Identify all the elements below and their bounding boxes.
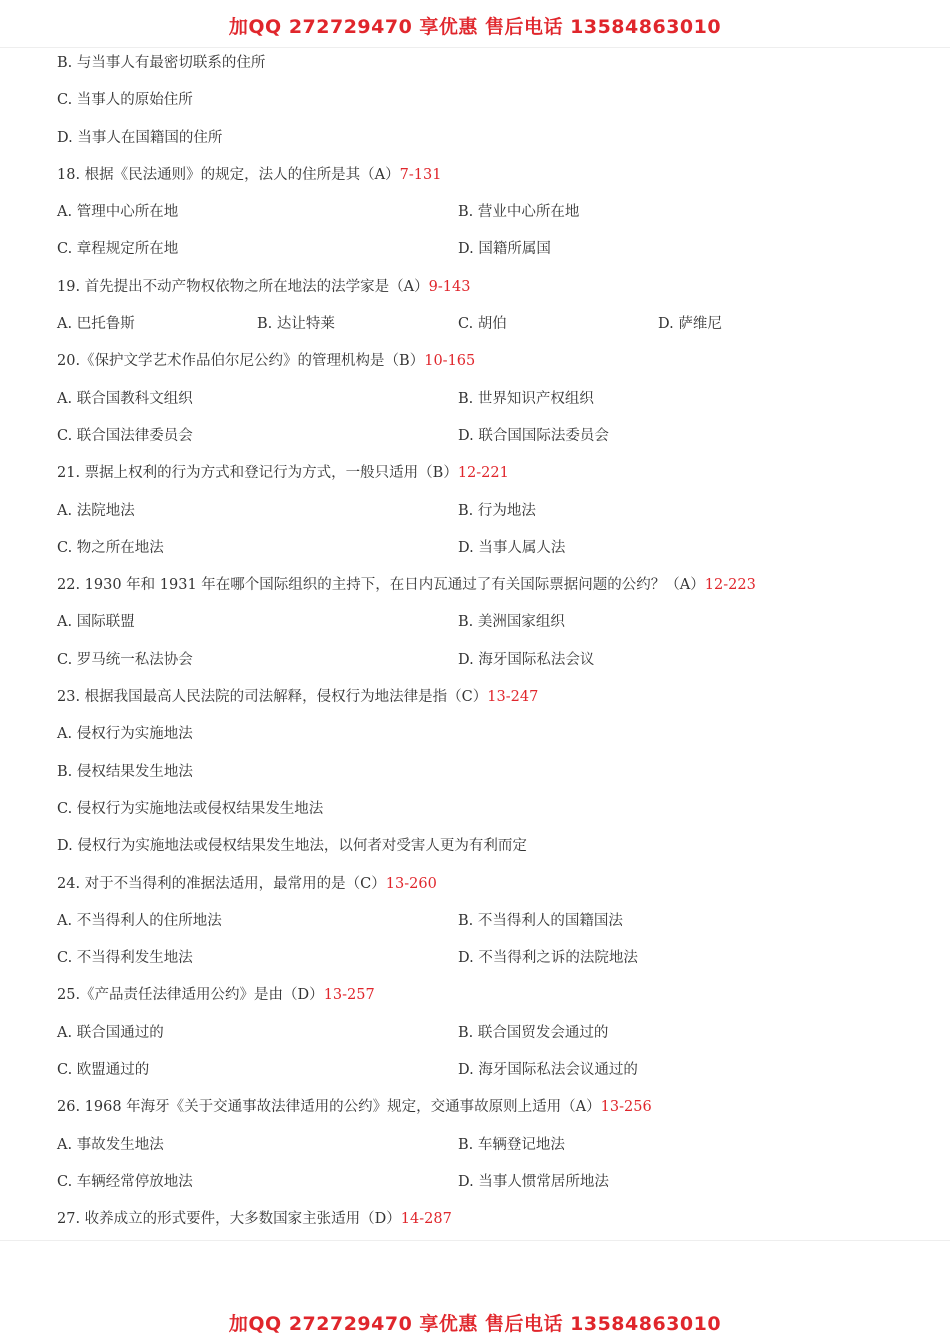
question-text: 27. 收养成立的形式要件，大多数国家主张适用（D） [57,1211,401,1228]
option-row [57,51,907,88]
page-reference: 13-247 [487,689,539,706]
page-reference: 10-165 [424,353,476,370]
page-reference: 12-221 [457,465,509,482]
option-b: B. 美洲国家组织 [458,614,565,631]
option-b: B. 营业中心所在地 [458,204,580,221]
option-c: C. 联合国法律委员会 [57,427,193,444]
page-reference: 13-260 [385,875,437,892]
option-row [57,1170,907,1207]
question-text: 22. 1930 年和 1931 年在哪个国际组织的主持下，在日内瓦通过了有关国际票据问题的公约？（A） [57,577,705,594]
option-c: C. 罗马统一私法协会 [57,651,193,668]
question-text: 20.《保护文学艺术作品伯尔尼公约》的管理机构是（B） [57,353,425,370]
question-25 [57,983,907,1020]
question-27 [57,1207,907,1244]
option-a: A. 联合国教科文组织 [57,390,193,407]
option-c: C. 欧盟通过的 [57,1062,150,1079]
option-row [57,200,907,237]
question-19 [57,275,907,312]
option-b: B. 侵权结果发生地法 [57,763,193,780]
option-row [57,946,907,983]
option-row [57,1058,907,1095]
option-a: A. 不当得利人的住所地法 [57,912,222,929]
page-reference: 7-131 [399,166,442,183]
option-row [57,312,907,349]
option-row [57,797,907,834]
exam-page [57,51,907,1245]
option-b: B. 世界知识产权组织 [458,390,594,407]
question-21 [57,461,907,498]
question-text: 24. 对于不当得利的准据法适用，最常用的是（C） [57,875,386,892]
header-banner: 加QQ 272729470 享优惠 售后电话 13584863010 [228,16,722,38]
question-26 [57,1095,907,1132]
option-a: A. 法院地法 [57,502,135,519]
option-d: D. 不当得利之诉的法院地法 [458,950,638,967]
option-b: B. 行为地法 [458,502,536,519]
question-text: 23. 根据我国最高人民法院的司法解释，侵权行为地法律是指（C） [57,689,488,706]
question-23 [57,685,907,722]
option-a: A. 联合国通过的 [57,1024,164,1041]
question-20 [57,349,907,386]
option: B. 与当事人有最密切联系的住所 [57,55,266,71]
option-row [57,909,907,946]
option-b: B. 达让特莱 [257,316,335,333]
option-row [57,834,907,871]
option-row [57,499,907,536]
option-c: C. 不当得利发生地法 [57,950,193,967]
page-reference: 13-257 [323,987,375,1004]
option-c: C. 侵权行为实施地法或侵权结果发生地法 [57,800,324,817]
option: C. 当事人的原始住所 [57,92,193,109]
question-18 [57,163,907,200]
question-22 [57,573,907,610]
option-d: D. 联合国国际法委员会 [458,427,609,444]
option-a: A. 国际联盟 [57,614,135,631]
option-row [57,1021,907,1058]
option-row [57,237,907,274]
option-c: C. 物之所在地法 [57,539,164,556]
option-d: D. 当事人惯常居所地法 [458,1173,609,1190]
option-row [57,760,907,797]
option-row [57,424,907,461]
page-reference: 13-256 [600,1099,652,1116]
question-24 [57,872,907,909]
option-d: D. 海牙国际私法会议通过的 [458,1062,638,1079]
question-text: 26. 1968 年海牙《关于交通事故法律适用的公约》规定，交通事故原则上适用（A） [57,1099,601,1116]
option-row [57,536,907,573]
question-text: 21. 票据上权利的行为方式和登记行为方式，一般只适用（B） [57,465,458,482]
option-c: C. 车辆经常停放地法 [57,1173,193,1190]
question-text: 25.《产品责任法律适用公约》是由（D） [57,987,324,1004]
question-text: 18. 根据《民法通则》的规定，法人的住所是其（A） [57,166,400,183]
option-d: D. 海牙国际私法会议 [458,651,595,668]
option-b: B. 联合国贸发会通过的 [458,1024,609,1041]
option-d: D. 萨维尼 [658,316,722,333]
page-reference: 14-287 [400,1211,452,1228]
option-d: D. 当事人属人法 [458,539,566,556]
footer-banner: 加QQ 272729470 享优惠 售后电话 13584863010 [228,1313,722,1335]
option-row [57,88,907,125]
option-row [57,1133,907,1170]
option-row [57,722,907,759]
option: D. 当事人在国籍国的住所 [57,129,223,146]
question-text: 19. 首先提出不动产物权依物之所在地法的法学家是（A） [57,278,429,295]
option-row [57,387,907,424]
option-d: D. 国籍所属国 [458,241,551,258]
option-c: C. 章程规定所在地 [57,241,179,258]
option-a: A. 事故发生地法 [57,1136,164,1153]
option-a: A. 侵权行为实施地法 [57,726,193,743]
option-row [57,126,907,163]
page-reference: 9-143 [428,278,471,295]
option-row [57,648,907,685]
option-row [57,610,907,647]
page-break-divider [0,1240,950,1241]
page-reference: 12-223 [704,577,756,594]
top-divider [0,47,950,48]
option-b: B. 不当得利人的国籍国法 [458,912,623,929]
option-d: D. 侵权行为实施地法或侵权结果发生地法，以何者对受害人更为有利而定 [57,838,527,855]
option-a: A. 巴托鲁斯 [57,316,135,333]
option-b: B. 车辆登记地法 [458,1136,565,1153]
option-c: C. 胡伯 [458,316,507,333]
option-a: A. 管理中心所在地 [57,204,179,221]
